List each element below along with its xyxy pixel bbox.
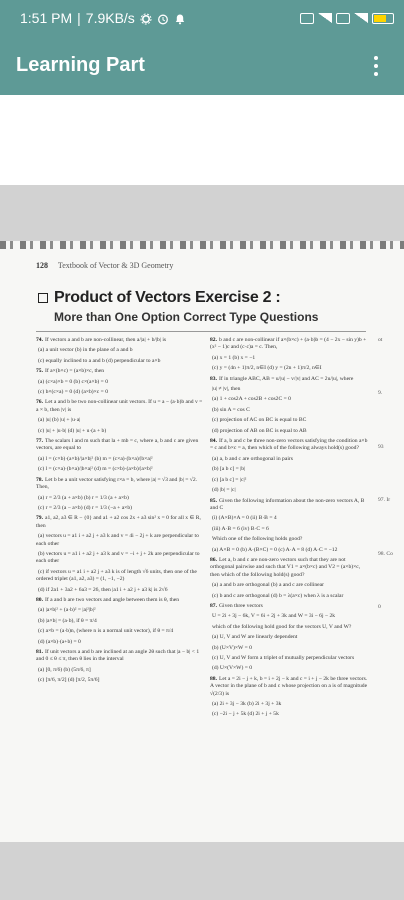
question-text: (c) U, V and W form a triplet of mutually perpendicular vectors: [212, 655, 355, 661]
question-line: [36, 495, 204, 502]
question-number: 84.: [210, 438, 217, 445]
alarm-icon: [157, 12, 169, 24]
question-text: (b) (U×V)×W = 0: [212, 644, 252, 651]
edge-fragment: 98. Co: [378, 550, 393, 557]
battery-icon: [372, 13, 394, 24]
question-text: The scalars l and m such that la + mb = c, where a, b and c are given vectors, are equal to: [36, 438, 199, 452]
question-number: 79.: [36, 515, 43, 522]
edge-fragment: 9.: [378, 390, 383, 397]
cropped-edge-column: [378, 337, 404, 657]
question-text: (d) U×(V×W) = 0: [212, 665, 253, 672]
question-line: [36, 337, 204, 344]
question-text: which of the following hold good for the vectors U, V and W?: [212, 623, 352, 630]
app-title: Learning Part: [16, 54, 145, 76]
question-line: [210, 355, 370, 362]
question-text: |u| ≠ |v|, then: [212, 386, 241, 393]
question-number: 83.: [210, 375, 217, 382]
question-line: [36, 399, 204, 414]
app-bar: [0, 36, 404, 95]
question-line: [36, 587, 204, 594]
question-text: (c) projection of AC on BC is equal to BC: [212, 417, 307, 424]
exercise-title: Product of Vectors Exercise 2 :: [54, 289, 281, 306]
question-line: [210, 438, 370, 453]
question-text: (a) |a×b|² + (a·b)² = |a|²|b|²: [38, 607, 96, 614]
question-text: (a) A×B = 0 (b) A·(B×C) = 0 (c) A·A = 8 (d) A·C = −12: [212, 546, 338, 553]
right-question-column: [210, 337, 370, 722]
question-text: (c) l = (c×a)·(b×a)/|b×a|² (d) m = (c×b)·(a×b)/|a×b|²: [38, 466, 153, 473]
exercise-marker-icon: [38, 293, 48, 303]
question-line: [36, 347, 204, 354]
question-line: [36, 428, 204, 435]
question-line: [210, 711, 370, 718]
question-text: (c) a×b = (a·b)n, (where n is a normal unit vector), if θ = π/4: [38, 628, 174, 635]
torn-edge-decoration: [0, 241, 404, 249]
question-text: (c) equally inclined to a and b (d) perpendicular to a×b: [38, 357, 161, 364]
question-text: (a) a unit vector (b) in the plane of a and b: [38, 347, 133, 354]
question-line: [36, 358, 204, 365]
question-line: [210, 428, 370, 435]
question-text: (a) 1 + cos2A + cos2B + cos2C = 0: [212, 396, 291, 403]
question-text: (a) a and b are orthogonal (b) a and c are collinear: [212, 582, 324, 589]
question-text: (a) U, V and W are linearly dependent: [212, 634, 298, 641]
question-number: 75.: [36, 368, 43, 375]
question-text: Which one of the following holds good?: [212, 536, 303, 543]
question-text: (d) if 2a1 + 3a2 + 6a3 = 26, then |a1 i + a2 j + a3 k| is 2√6: [38, 586, 168, 593]
question-text: (d) projection of AB on BC is equal to AB: [212, 427, 307, 434]
question-line: [36, 649, 204, 664]
question-text: b and c are non-collinear if a×(b×c) + (a·b)b = (4 − 2x − sin y)b + (x² − 1)c and (c·c)a = c. Then,: [210, 337, 367, 351]
question-text: (iii) A·B = 6 (iv) B·C = 6: [212, 525, 269, 532]
question-line: [210, 526, 370, 533]
question-line: [210, 365, 370, 372]
question-line: [36, 505, 204, 512]
question-text: (a) vectors u = a1 i + a2 j + a3 k and v = 4i − 2j + k are perpendicular to each other: [36, 533, 199, 547]
question-line: [210, 498, 370, 513]
question-line: [36, 533, 204, 548]
question-text: (a) a, b and c are orthogonal in pairs: [212, 455, 293, 462]
question-text: (c) [π/6, π/2] (d) [π/2, 5π/6]: [38, 677, 100, 684]
question-text: If a, b and c be three non-zero vectors satisfying the condition a×b = c and b×c = a, then which of the following always hold(s) good?: [210, 438, 368, 452]
question-line: [210, 676, 370, 698]
question-line: [210, 536, 370, 543]
question-text: Let a = 2i − j + k, b = i + 2j − k and c = i + j − 2k be three vectors. A vector in the plane of b and c whose projection on a is of magnitude √(2/3) is: [210, 675, 368, 697]
question-line: [210, 456, 370, 463]
question-text: Let b be a unit vector satisfying r×a = b, where |a| = √3 and |b| = √2. Then,: [36, 476, 198, 491]
question-text: (a) (c×a)×b = 0 (b) c×(a×b) = 0: [38, 378, 109, 385]
question-line: [210, 665, 370, 672]
question-line: [36, 438, 204, 453]
question-line: [36, 667, 204, 674]
question-text: Let a, b and c are non-zero vectors such that they are not orthogonal pairwise and such that V1 = a×(b×c) and V2 = (a×b)×c, then which of the following hold(s) good?: [210, 556, 361, 578]
wifi-icon: [336, 13, 350, 24]
question-line: [210, 582, 370, 589]
notification-icon: [174, 12, 186, 24]
question-line: [210, 417, 370, 424]
question-line: [210, 376, 370, 383]
question-line: [36, 551, 204, 566]
question-text: If vectors a and b are non-collinear, then a/|a| + b/|b| is: [45, 337, 167, 343]
edge-fragment: 97. Ir: [378, 497, 391, 504]
status-right: [300, 13, 394, 24]
question-text: If a×(b×c) = (a×b)×c, then: [45, 368, 105, 375]
question-line: [210, 557, 370, 579]
question-text: (b) vectors u = a1 i + a2 j + a3 k and v = −i + j + 2k are perpendicular to each other: [36, 550, 200, 565]
question-text: If in triangle ABC, AB = u/|u| − v/|v| and AC = 2u/|u|, where: [219, 375, 354, 382]
question-line: [36, 618, 204, 625]
question-line: [36, 628, 204, 635]
question-line: [210, 466, 370, 473]
question-line: [36, 379, 204, 386]
question-line: [210, 655, 370, 662]
question-text: (a) l = (c×b)·(a×b)/|a×b|² (b) m = (c×a)·(b×a)/|b×a|²: [38, 455, 153, 462]
question-text: (a) 2i + 3j − 3k (b) 2i + 3j + 3k: [212, 701, 282, 708]
status-bar: [0, 0, 404, 36]
question-text: (a) |u| (b) |u| + |u·a|: [38, 417, 81, 424]
question-line: [36, 677, 204, 684]
question-text: (c) y = (4n + 1)π/2, n∈I (d) y = (2n + 1)π/2, n∈I: [212, 365, 322, 372]
question-text: U = 2i + 3j − 6k, V = 6i + 2j + 3k and W = 3i − 6j − 2k: [212, 613, 336, 620]
status-time: 1:51 PM: [20, 10, 73, 26]
question-number: 87.: [210, 602, 217, 609]
sim-icon: [300, 13, 314, 24]
overflow-menu-icon[interactable]: [364, 46, 388, 86]
page-number: 128: [36, 261, 48, 270]
signal-icon: [354, 13, 368, 23]
question-line: [36, 639, 204, 646]
question-text: (c) if vectors u = a1 i + a2 j + a3 k is of length √6 units, then one of the ordered triplet (a1, a2, a3) = (1, −1, −2): [36, 568, 197, 583]
question-line: [210, 593, 370, 600]
scanned-page-image[interactable]: [0, 241, 404, 842]
question-number: 80.: [36, 596, 43, 603]
question-line: [210, 487, 370, 494]
question-line: [210, 634, 370, 641]
edge-fragment: 0: [378, 604, 381, 611]
question-text: (c) [a b c] = |c|²: [212, 476, 247, 483]
gear-icon: [140, 12, 152, 24]
question-number: 88.: [210, 675, 217, 682]
question-line: [36, 597, 204, 604]
edge-fragment: 93: [378, 443, 384, 450]
question-line: [210, 701, 370, 708]
page-header: [36, 261, 173, 270]
divider: [36, 331, 366, 332]
left-question-column: [36, 337, 204, 688]
question-text: (c) −2i − j + 5k (d) 2i + j + 5k: [212, 711, 279, 718]
question-text: (d) (a×b)·(a+b) = 0: [38, 638, 81, 645]
question-line: [210, 624, 370, 631]
question-line: [36, 569, 204, 584]
question-number: 85.: [210, 497, 217, 504]
question-text: (d) |b| = |c|: [212, 487, 236, 494]
question-text: (c) b×(c×a) = 0 (d) (a×b)×c = 0: [38, 389, 109, 396]
question-line: [210, 396, 370, 403]
question-line: [210, 407, 370, 414]
question-number: 81.: [36, 649, 43, 655]
question-line: [36, 466, 204, 473]
question-text: (c) |u| + |u·b| (d) |u| + u·(a + b): [38, 427, 107, 434]
question-text: If unit vectors a and b are inclined at an angle 2θ such that |a − b| < 1 and 0 ≤ θ ≤ π, then θ lies in the interval: [36, 649, 200, 663]
question-text: If a and b are two vectors and angle between them is θ, then: [45, 596, 180, 603]
question-text: (c) r = 2/3 (a − a×b) (d) r = 1/3 (−a + a×b): [38, 504, 132, 511]
question-line: [36, 477, 204, 492]
exercise-subtitle: More than One Option Correct Type Questions: [54, 310, 319, 324]
image-bottom-margin: [0, 842, 404, 900]
edge-fragment: ot: [378, 337, 383, 343]
question-text: (b) [a b c] = |b|: [212, 466, 246, 473]
question-line: [36, 607, 204, 614]
question-line: [210, 613, 370, 620]
question-line: [210, 603, 370, 610]
question-line: [36, 417, 204, 424]
question-text: (a) [0, π/6) (b) (5π/6, π]: [38, 666, 91, 673]
signal-icon: [318, 13, 332, 23]
question-number: 86.: [210, 556, 217, 563]
status-net-speed: 7.9KB/s: [85, 10, 135, 26]
question-number: 77.: [36, 438, 43, 445]
question-line: [210, 337, 370, 352]
image-top-margin: [0, 185, 404, 241]
question-text: (b) sin A = cos C: [212, 406, 250, 413]
question-text: a1, a2, a3 ∈ R − {0} and a1 + a2 cos 2x + a3 sin² x = 0 for all x ∈ R, then: [36, 515, 201, 529]
question-text: Given the following information about the non-zero vectors A, B and C: [210, 497, 365, 511]
status-separator: |: [77, 10, 81, 26]
question-number: 76.: [36, 399, 43, 406]
question-line: [36, 456, 204, 463]
question-line: [210, 477, 370, 484]
question-text: Given three vectors: [219, 602, 263, 609]
question-text: (c) b and c are orthogonal (d) b = λ(a×c) when λ is a scalar: [212, 592, 344, 599]
question-text: (a) x = 1 (b) x = −1: [212, 354, 256, 361]
question-text: (a) r = 2/3 (a + a×b) (b) r = 1/3 (a + a×b): [38, 494, 129, 501]
question-line: [36, 389, 204, 396]
question-number: 82.: [210, 337, 217, 343]
question-line: [210, 645, 370, 652]
content-blank-area: [0, 95, 404, 185]
question-number: 74.: [36, 337, 43, 343]
book-title: Textbook of Vector & 3D Geometry: [57, 261, 174, 270]
question-line: [36, 368, 204, 375]
question-number: 78.: [36, 476, 43, 483]
question-line: [36, 515, 204, 530]
question-text: Let a and b be two non-collinear unit vectors. If u = a − (a·b)b and v = a × b, then |v| is: [36, 399, 203, 413]
question-line: [210, 386, 370, 393]
status-left: [20, 10, 186, 26]
question-line: [210, 547, 370, 554]
question-text: (b) |a×b| = (a·b), if θ = π/4: [38, 617, 97, 624]
question-line: [210, 515, 370, 522]
question-text: (i) (A×B)×A = 0 (ii) B·B = 4: [212, 515, 277, 522]
